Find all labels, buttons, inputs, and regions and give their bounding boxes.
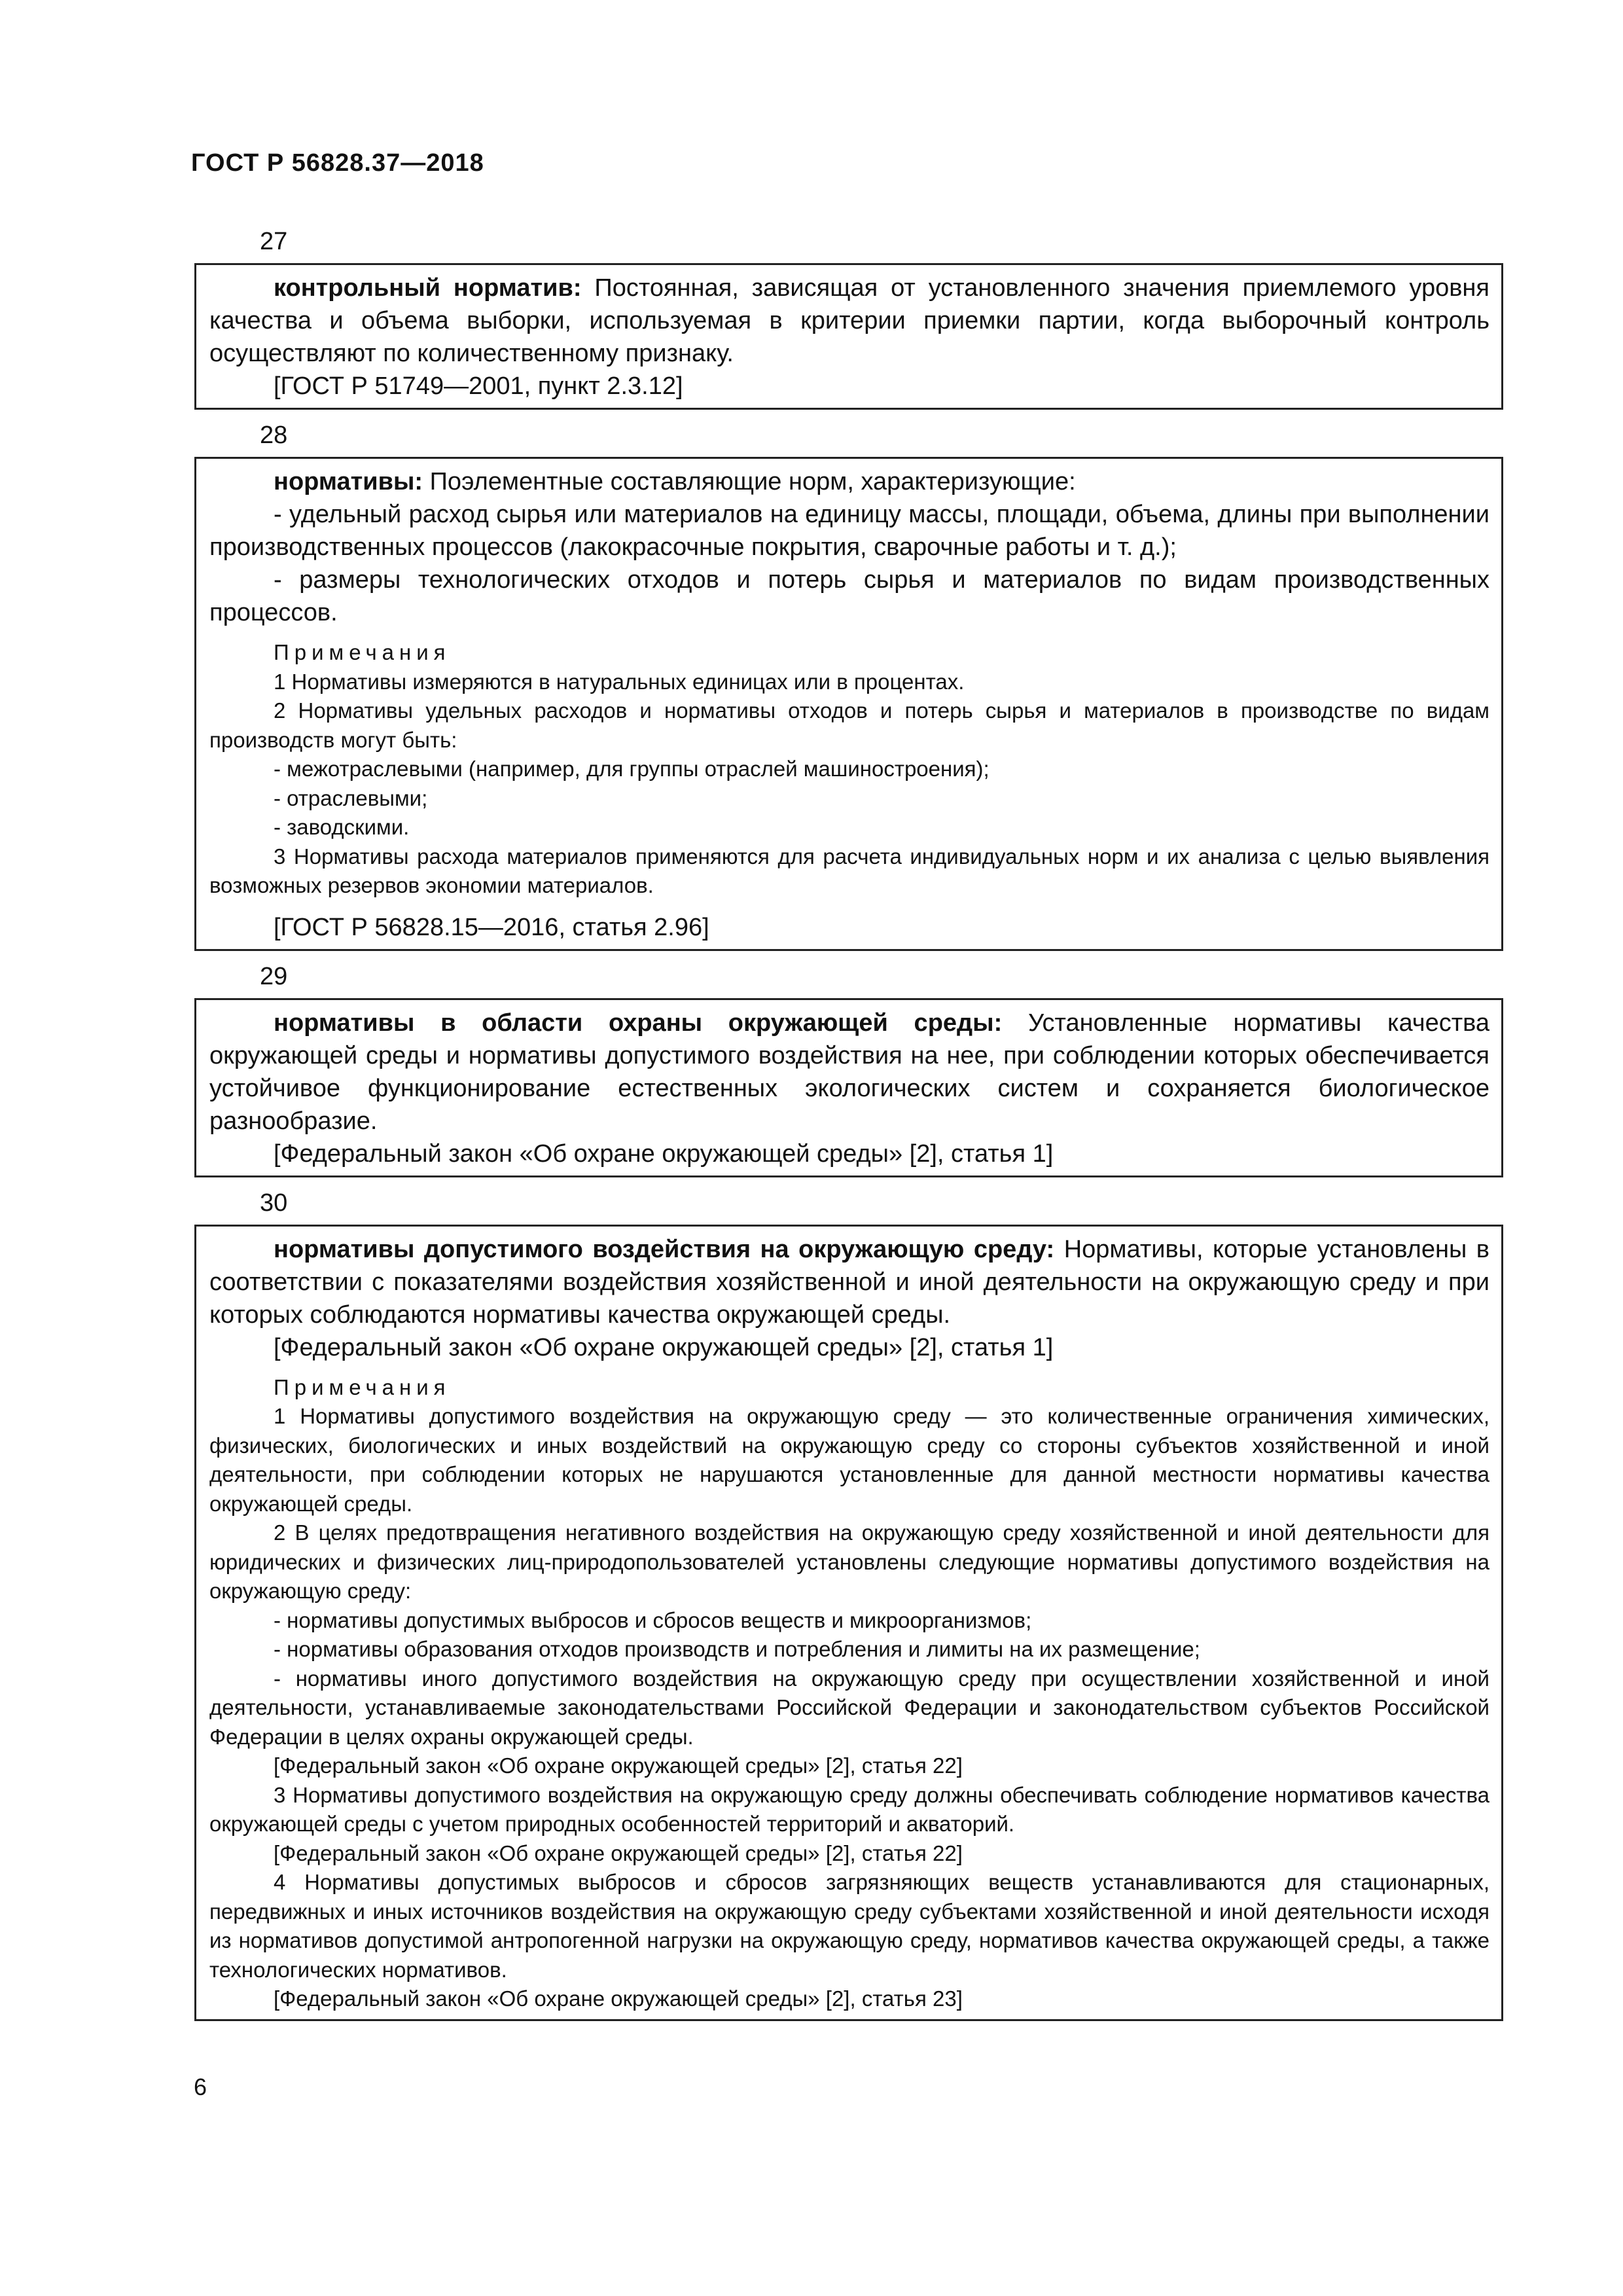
definition-text: Нормативы, которые установлены в соответствии с показателями воздействия хозяйственной и иной деятельности на окружающую среду и при которых соблюдаются нормативы качества окружающей среды. (209, 1235, 1489, 1329)
note-source-reference: [Федеральный закон «Об охране окружающей среды» [2], статья 22] (274, 1840, 963, 1865)
term-definition-block (209, 1007, 1489, 1138)
terms-list (194, 223, 1503, 2030)
note-paragraph: - межотраслевыми (например, для группы отраслей машиностроения); (274, 757, 990, 781)
term-name: контрольный норматив: (274, 274, 582, 302)
page-number: 6 (194, 2073, 207, 2100)
definition-text: Установленные нормативы качества окружающей среды и нормативы допустимого воздействия на нее, при соблюдении которых обеспечивается устойчивое функционирование естественных экологических систем и сохраняется биологическое разнообразие. (209, 1009, 1489, 1135)
term-definition-block (209, 272, 1489, 370)
document-code-header: ГОСТ Р 56828.37—2018 (191, 149, 484, 177)
notes-heading: Примечания (274, 640, 451, 664)
term-entry (194, 1225, 1503, 2021)
term-number: 29 (260, 962, 288, 990)
note-paragraph: 4 Нормативы допустимых выбросов и сбросов загрязняющих веществ устанавливаются для стационарных, передвижных и иных источников воздействия на окружающую среду субъектами хозяйственной и иной деятельности исходя из нормативов допустимой антропогенной нагрузки на окружающую среду, нормативов качества окружающей среды, а также технологических нормативов. (209, 1870, 1489, 1982)
term-number: 27 (260, 228, 288, 255)
definition-list-item: - размеры технологических отходов и потерь сырья и материалов по видам производственных процессов. (209, 566, 1489, 626)
term-definition (209, 272, 1489, 370)
term-name: нормативы в области охраны окружающей среды: (274, 1009, 1003, 1037)
term-definition-block (209, 465, 1489, 629)
note-source-reference: [Федеральный закон «Об охране окружающей среды» [2], статья 23] (274, 1986, 963, 2011)
term-entry (194, 263, 1503, 410)
note-paragraph: 3 Нормативы расхода материалов применяются для расчета индивидуальных норм и их анализа с целью выявления возможных резервов экономии материалов. (209, 844, 1489, 897)
note-paragraph: - нормативы образования отходов производств и потребления и лимиты на их размещение; (274, 1637, 1200, 1661)
definition-list-item: - удельный расход сырья или материалов на единицу массы, площади, объема, длины при выполнении производственных процессов (лакокрасочные покрытия, сварочные работы и т. д.); (209, 501, 1489, 561)
source-reference: [Федеральный закон «Об охране окружающей среды» [2], статья 1] (274, 1333, 1054, 1361)
term-entry (194, 998, 1503, 1177)
note-paragraph: - отраслевыми; (274, 785, 428, 810)
note-paragraph: 1 Нормативы измеряются в натуральных единицах или в процентах. (274, 669, 965, 694)
term-entry (194, 457, 1503, 951)
source-reference: [ГОСТ Р 56828.15—2016, статья 2.96] (274, 913, 709, 941)
term-number: 28 (260, 422, 288, 449)
note-paragraph: 3 Нормативы допустимого воздействия на окружающую среду должны обеспечивать соблюдение нормативов качества окружающей среды с учетом природных особенностей территорий и акваторий. (209, 1782, 1489, 1836)
note-paragraph: 1 Нормативы допустимого воздействия на окружающую среду — это количественные ограничения химических, физических, биологических и иных воздействий на окружающую среду со стороны субъектов хозяйственной и иной деятельности, при соблюдении которых не нарушаются установленные для данной местности нормативы качества окружающей среды. (209, 1404, 1489, 1516)
note-paragraph: - заводскими. (274, 815, 410, 839)
definition-text: Постоянная, зависящая от установленного значения приемлемого уровня качества и объема выборки, используемая в критерии приемки партии, когда выборочный контроль осуществляют по количественному признаку. (209, 274, 1489, 367)
term-number: 30 (260, 1189, 288, 1217)
term-definition (209, 1007, 1489, 1138)
term-definition (209, 465, 1489, 498)
source-reference: [Федеральный закон «Об охране окружающей среды» [2], статья 1] (274, 1139, 1054, 1168)
note-source-reference: [Федеральный закон «Об охране окружающей среды» [2], статья 22] (274, 1753, 963, 1778)
term-name: нормативы допустимого воздействия на окружающую среду: (274, 1235, 1055, 1263)
notes-block (209, 1373, 1489, 2014)
note-paragraph: - нормативы иного допустимого воздействия на окружающую среду при осуществлении хозяйственной и иной деятельности, устанавливаемые законодательствами Российской Федерации и законодательством субъектов Российской Федерации в целях охраны окружающей среды. (209, 1666, 1489, 1749)
note-paragraph: 2 В целях предотвращения негативного воздействия на окружающую среду хозяйственной и иной деятельности для юридических и физических лиц-природопользователей установлены следующие нормативы допустимого воздействия на окружающую среду: (209, 1520, 1489, 1603)
source-reference: [ГОСТ Р 51749—2001, пункт 2.3.12] (274, 372, 683, 400)
notes-block (209, 638, 1489, 901)
definition-text: Поэлементные составляющие норм, характеризующие: (423, 468, 1076, 495)
term-name: нормативы: (274, 468, 423, 495)
note-paragraph: - нормативы допустимых выбросов и сбросов веществ и микроорганизмов; (274, 1607, 1032, 1632)
term-definition (209, 1233, 1489, 1331)
note-paragraph: 2 Нормативы удельных расходов и нормативы отходов и потерь сырья и материалов в производстве по видам производств могут быть: (209, 698, 1489, 752)
notes-heading: Примечания (274, 1374, 451, 1399)
term-definition-block (209, 1233, 1489, 1331)
